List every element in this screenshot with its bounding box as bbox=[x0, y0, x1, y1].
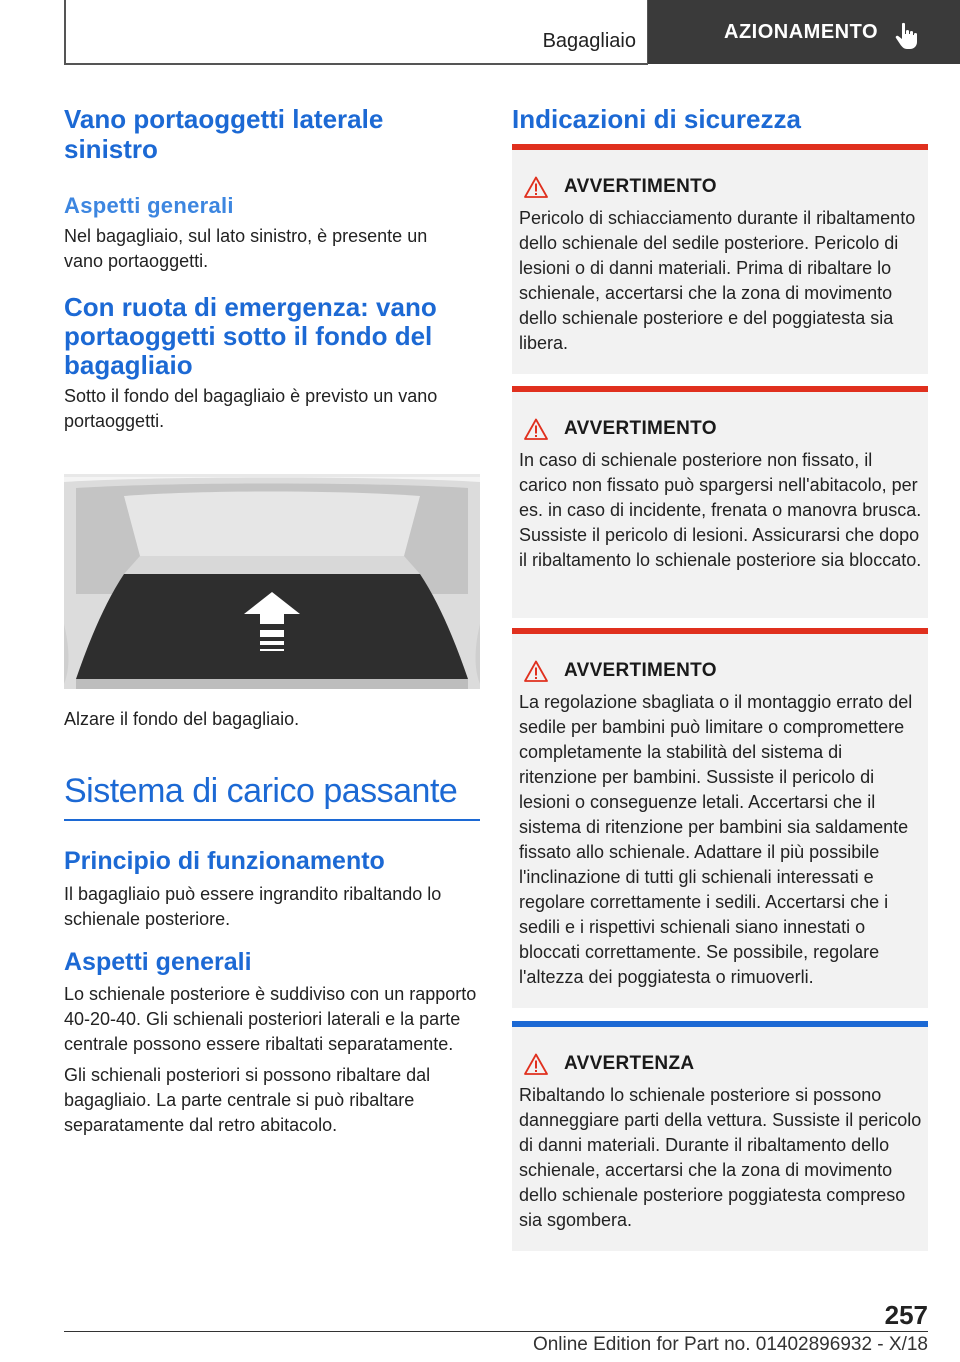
trunk-illustration-svg bbox=[64, 474, 480, 689]
header-chapter-tab[interactable] bbox=[648, 0, 960, 64]
heading-ruota-emergenza: Con ruota di emergenza: vano portaoggetti sotto il fondo del bagagliaio bbox=[64, 292, 437, 380]
right-column bbox=[512, 104, 928, 134]
warning-text: La regolazione sbagliata o il montaggio errato del sedile per bambini può limitare o compromettere completamente la stabilità del sistema di ritenzione per bambini. Sussiste il pericolo di lesioni o conseguenze letali. Accertarsi che il sistema di ritenzione per bambini sia saldamente fissato allo schienale. Adattare il più possibile l'inclinazione di tutti gli schienali interessati e regolare correttamente i sedili. Accertarsi che i sedili e i rispettivi schienali siano innestati o bloccati correttamente. Se possibile, regolare l'altezza dei poggiatesta o rimuoverli. bbox=[519, 692, 913, 987]
warning-title: AVVERTIMENTO bbox=[564, 660, 717, 681]
warning-bar bbox=[512, 386, 928, 392]
footer-edition: Online Edition for Part no. 01402896932 - X/18 bbox=[532, 1334, 928, 1355]
heading-aspetti-generali-1: Aspetti generali bbox=[64, 193, 234, 218]
warning-triangle-icon bbox=[524, 660, 548, 682]
trunk-floor-illustration bbox=[64, 474, 480, 689]
warning-triangle-icon bbox=[524, 418, 548, 440]
pointing-hand-icon bbox=[894, 22, 920, 50]
header-rule-bottom bbox=[64, 63, 648, 65]
warning-box-1 bbox=[512, 144, 928, 374]
header-section-title: Bagagliaio bbox=[542, 30, 636, 52]
warning-title: AVVERTIMENTO bbox=[564, 176, 717, 197]
warning-box-3 bbox=[512, 628, 928, 1008]
header-chapter-label: AZIONAMENTO bbox=[724, 20, 879, 43]
notice-text: Ribaltando lo schienale posteriore si possono danneggiare parti della vettura. Sussiste il pericolo di danni materiali. Durante il ribaltamento dello schienale, accertarsi che la zona di movimento dello schienale posteriore poggiatesta compreso sia sgombera. bbox=[519, 1085, 922, 1230]
paragraph-aspetti-2b: Gli schienali posteriori si possono ribaltare dal bagagliaio. La parte centrale si può ribaltare separatamente dal retro abitacolo. bbox=[64, 1064, 431, 1135]
warning-triangle-icon bbox=[524, 1053, 548, 1075]
notice-title: AVVERTENZA bbox=[564, 1053, 695, 1074]
warning-text: Pericolo di schiacciamento durante il ribaltamento dello schienale del sedile posteriore. Pericolo di lesioni o di danni materiali. Prima di ribaltare lo schienale, accertarsi che la zona di movimento dello schienale posteriore e del poggiatesta sia libera. bbox=[519, 208, 916, 353]
heading-vano-laterale: Vano portaoggetti laterale sinistro bbox=[64, 104, 384, 164]
notice-box bbox=[512, 1021, 928, 1251]
footer-rule bbox=[64, 1331, 928, 1332]
heading-principio: Principio di funzionamento bbox=[64, 846, 385, 875]
image-caption: Alzare il fondo del bagagliaio. bbox=[64, 709, 300, 729]
warning-box-2 bbox=[512, 386, 928, 618]
section-rule bbox=[64, 819, 480, 821]
warning-triangle-icon bbox=[524, 176, 548, 198]
page-number: 257 bbox=[884, 1300, 928, 1330]
warning-bar bbox=[512, 144, 928, 150]
heading-sicurezza: Indicazioni di sicurezza bbox=[512, 104, 801, 134]
paragraph-aspetti-1: Nel bagagliaio, sul lato sinistro, è presente un vano portaoggetti. bbox=[64, 226, 428, 271]
notice-bar bbox=[512, 1021, 928, 1027]
heading-sistema-carico: Sistema di carico passante bbox=[64, 772, 458, 810]
heading-aspetti-generali-2: Aspetti generali bbox=[64, 947, 252, 976]
warning-text: In caso di schienale posteriore non fissato, il carico non fissato può spargersi nell'abitacolo, per es. in caso di incidente, frenata o manovra brusca. Sussiste il pericolo di lesioni. Assicurarsi che dopo il ribaltamento lo schienale posteriore sia bloccato. bbox=[519, 450, 922, 570]
warning-title: AVVERTIMENTO bbox=[564, 418, 717, 439]
left-column bbox=[64, 104, 480, 1138]
paragraph-aspetti-2a: Lo schienale posteriore è suddiviso con un rapporto 40-20-40. Gli schienali posteriori laterali e la parte centrale possono essere ribaltati separatamente. bbox=[64, 983, 477, 1054]
warning-bar bbox=[512, 628, 928, 634]
paragraph-ruota: Sotto il fondo del bagagliaio è previsto un vano portaoggetti. bbox=[64, 386, 438, 431]
header-rule-left bbox=[64, 0, 66, 64]
paragraph-principio: Il bagagliaio può essere ingrandito ribaltando lo schienale posteriore. bbox=[64, 883, 442, 929]
